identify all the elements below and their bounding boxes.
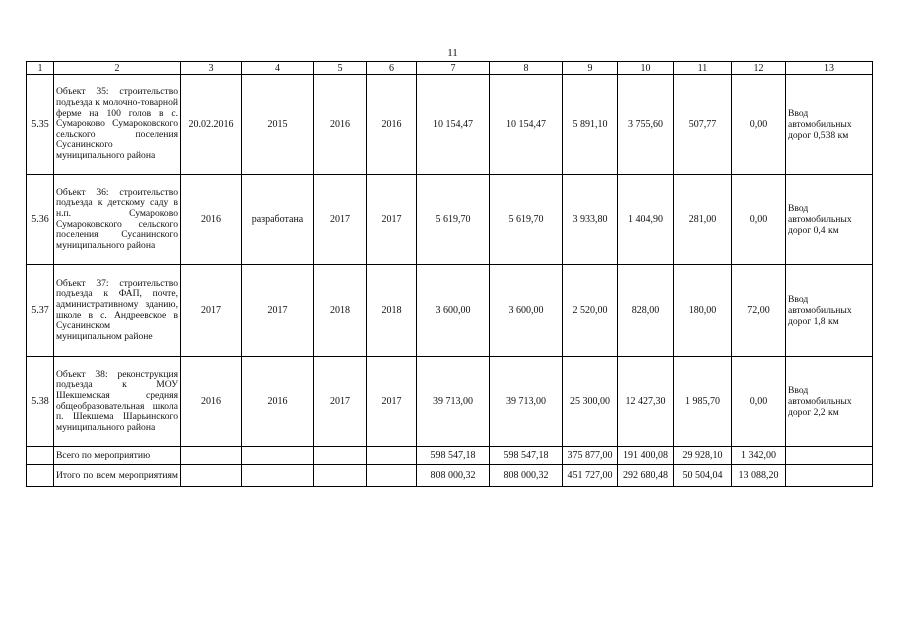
cell-col12: 72,00 xyxy=(732,265,786,357)
column-header: 12 xyxy=(732,62,786,75)
empty-cell xyxy=(786,447,873,465)
cell-col11: 1 985,70 xyxy=(674,357,732,447)
cell-col7: 5 619,70 xyxy=(417,175,490,265)
column-header: 1 xyxy=(27,62,54,75)
result-text: Ввод автомобильных дорог 1,8 км xyxy=(786,265,873,357)
cell-col7: 39 713,00 xyxy=(417,357,490,447)
empty-cell xyxy=(181,465,242,487)
measures-table xyxy=(26,61,873,487)
row-number: 5.35 xyxy=(27,75,54,175)
cell-col3: 20.02.2016 xyxy=(181,75,242,175)
cell-col10: 12 427,30 xyxy=(618,357,674,447)
cell-col3: 2017 xyxy=(181,265,242,357)
cell-col6: 2017 xyxy=(367,357,417,447)
cell-col8: 3 600,00 xyxy=(490,265,563,357)
object-description: Объект 36: строительство подъезда к детскому саду в н.п. Сумароково Сумароковского сельского поселения Сусанинского муниципального района xyxy=(54,175,181,265)
column-header: 8 xyxy=(490,62,563,75)
grand-total-col10: 292 680,48 xyxy=(618,465,674,487)
empty-cell xyxy=(27,447,54,465)
column-header: 7 xyxy=(417,62,490,75)
grand-total-col12: 13 088,20 xyxy=(732,465,786,487)
table-row xyxy=(27,175,873,265)
empty-cell xyxy=(786,465,873,487)
object-description: Объект 37: строительство подъезда к ФАП, почте, административному зданию, школе в с. Андреевское в Сусанинском муниципальном районе xyxy=(54,265,181,357)
column-header: 10 xyxy=(618,62,674,75)
empty-cell xyxy=(367,465,417,487)
grand-total-col11: 50 504,04 xyxy=(674,465,732,487)
column-header: 2 xyxy=(54,62,181,75)
total-col9: 375 877,00 xyxy=(563,447,618,465)
total-col11: 29 928,10 xyxy=(674,447,732,465)
total-col8: 598 547,18 xyxy=(490,447,563,465)
cell-col9: 3 933,80 xyxy=(563,175,618,265)
result-text: Ввод автомобильных дорог 0,538 км xyxy=(786,75,873,175)
cell-col8: 10 154,47 xyxy=(490,75,563,175)
object-description: Объект 38: реконструкция подъезда к МОУ Шекшемская средняя общеобразовательная школа п. Шекшема Шарьинского муниципального района xyxy=(54,357,181,447)
result-text: Ввод автомобильных дорог 2,2 км xyxy=(786,357,873,447)
cell-col12: 0,00 xyxy=(732,75,786,175)
empty-cell xyxy=(27,465,54,487)
page-number: 11 xyxy=(447,47,458,59)
total-row-all xyxy=(27,465,873,487)
column-number-row xyxy=(27,62,873,75)
cell-col9: 25 300,00 xyxy=(563,357,618,447)
total-col7: 598 547,18 xyxy=(417,447,490,465)
cell-col11: 507,77 xyxy=(674,75,732,175)
cell-col12: 0,00 xyxy=(732,357,786,447)
total-row-measure xyxy=(27,447,873,465)
cell-col10: 3 755,60 xyxy=(618,75,674,175)
cell-col4: 2017 xyxy=(242,265,314,357)
cell-col6: 2017 xyxy=(367,175,417,265)
cell-col7: 3 600,00 xyxy=(417,265,490,357)
cell-col5: 2017 xyxy=(314,357,367,447)
empty-cell xyxy=(242,447,314,465)
cell-col5: 2018 xyxy=(314,265,367,357)
cell-col3: 2016 xyxy=(181,175,242,265)
row-number: 5.37 xyxy=(27,265,54,357)
row-number: 5.36 xyxy=(27,175,54,265)
column-header: 9 xyxy=(563,62,618,75)
grand-total-col9: 451 727,00 xyxy=(563,465,618,487)
grand-total-label: Итого по всем мероприятиям xyxy=(54,465,181,487)
cell-col4: разработана xyxy=(242,175,314,265)
cell-col6: 2016 xyxy=(367,75,417,175)
cell-col12: 0,00 xyxy=(732,175,786,265)
column-header: 13 xyxy=(786,62,873,75)
column-header: 3 xyxy=(181,62,242,75)
column-header: 11 xyxy=(674,62,732,75)
total-col12: 1 342,00 xyxy=(732,447,786,465)
column-header: 5 xyxy=(314,62,367,75)
object-description: Объект 35: строительство подъезда к молочно-товарной ферме на 100 голов в с. Сумароково Сумароковского сельского поселения Сусанинского муниципального района xyxy=(54,75,181,175)
cell-col11: 180,00 xyxy=(674,265,732,357)
cell-col4: 2016 xyxy=(242,357,314,447)
cell-col10: 828,00 xyxy=(618,265,674,357)
cell-col10: 1 404,90 xyxy=(618,175,674,265)
empty-cell xyxy=(242,465,314,487)
grand-total-col8: 808 000,32 xyxy=(490,465,563,487)
cell-col8: 5 619,70 xyxy=(490,175,563,265)
table-row xyxy=(27,265,873,357)
cell-col3: 2016 xyxy=(181,357,242,447)
cell-col8: 39 713,00 xyxy=(490,357,563,447)
grand-total-col7: 808 000,32 xyxy=(417,465,490,487)
cell-col9: 2 520,00 xyxy=(563,265,618,357)
cell-col4: 2015 xyxy=(242,75,314,175)
cell-col7: 10 154,47 xyxy=(417,75,490,175)
empty-cell xyxy=(181,447,242,465)
cell-col5: 2017 xyxy=(314,175,367,265)
cell-col11: 281,00 xyxy=(674,175,732,265)
total-col10: 191 400,08 xyxy=(618,447,674,465)
empty-cell xyxy=(314,447,367,465)
column-header: 4 xyxy=(242,62,314,75)
cell-col6: 2018 xyxy=(367,265,417,357)
empty-cell xyxy=(367,447,417,465)
cell-col9: 5 891,10 xyxy=(563,75,618,175)
table-row xyxy=(27,75,873,175)
cell-col5: 2016 xyxy=(314,75,367,175)
table-row xyxy=(27,357,873,447)
row-number: 5.38 xyxy=(27,357,54,447)
empty-cell xyxy=(314,465,367,487)
result-text: Ввод автомобильных дорог 0,4 км xyxy=(786,175,873,265)
column-header: 6 xyxy=(367,62,417,75)
total-label: Всего по мероприятию xyxy=(54,447,181,465)
